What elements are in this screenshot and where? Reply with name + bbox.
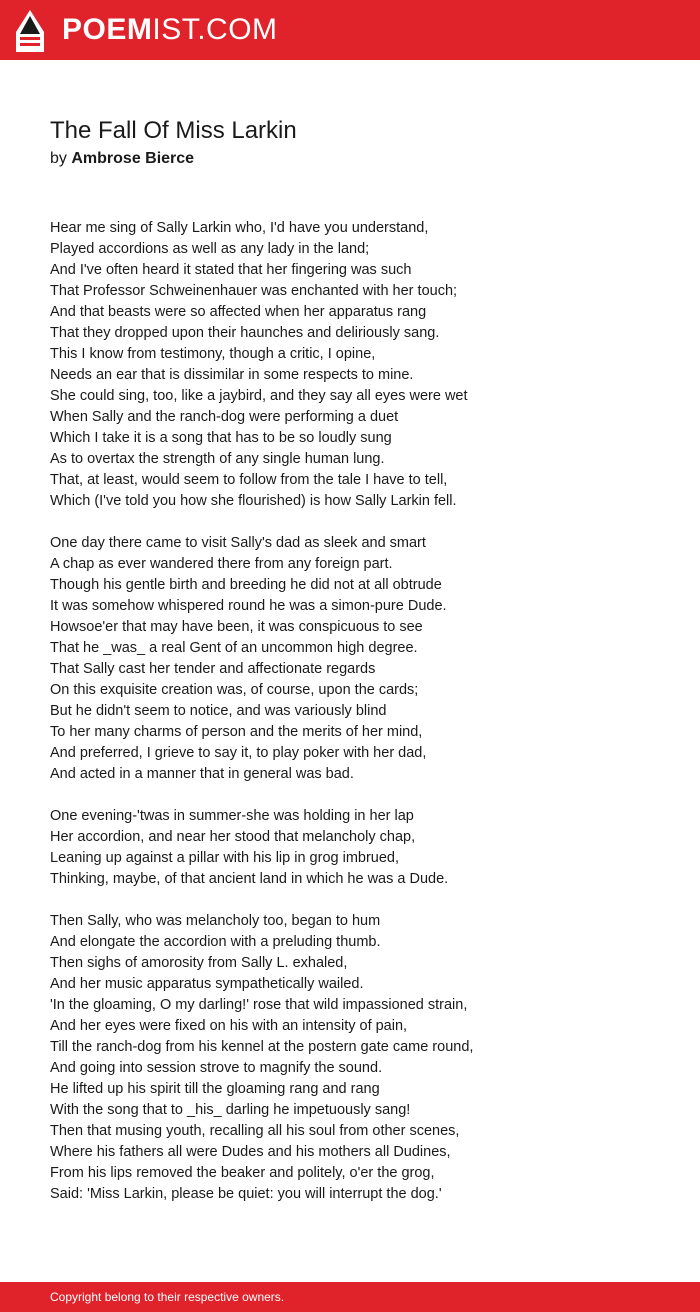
poem-line: Then that musing youth, recalling all his soul from other scenes, [50, 1123, 460, 1139]
poem-line: Till the ranch-dog from his kennel at the postern gate came round, [50, 1039, 474, 1055]
site-header [0, 0, 700, 60]
poem-line: Where his fathers all were Dudes and his mothers all Dudines, [50, 1144, 451, 1160]
by-label: by [50, 150, 67, 167]
poem-line: Played accordions as well as any lady in the land; [50, 241, 370, 257]
poem-line: With the song that to _his_ darling he impetuously sang! [50, 1102, 411, 1118]
brand-name-bold: POEM [62, 13, 153, 46]
poem-line: That they dropped upon their haunches and deliriously sang. [50, 325, 440, 341]
poem-line: Needs an ear that is dissimilar in some respects to mine. [50, 367, 414, 383]
copyright-notice: Copyright belong to their respective owners. [50, 1290, 285, 1304]
poem-line: And acted in a manner that in general was bad. [50, 766, 354, 782]
poem-line: Howsoe'er that may have been, it was conspicuous to see [50, 619, 423, 635]
poem-stanza [50, 911, 670, 1205]
poem-line: But he didn't seem to notice, and was variously blind [50, 703, 387, 719]
poem-line: He lifted up his spirit till the gloaming rang and rang [50, 1081, 380, 1097]
poem-line: Thinking, maybe, of that ancient land in which he was a Dude. [50, 871, 449, 887]
poem-title: The Fall Of Miss Larkin [50, 117, 297, 144]
poem-line: That Sally cast her tender and affectionate regards [50, 661, 376, 677]
poem-line: She could sing, too, like a jaybird, and they say all eyes were wet [50, 388, 468, 404]
poem-stanza [50, 533, 670, 785]
poem-line: From his lips removed the beaker and politely, o'er the grog, [50, 1165, 435, 1181]
poem-line: On this exquisite creation was, of course, upon the cards; [50, 682, 419, 698]
poem-line: Leaning up against a pillar with his lip in grog imbrued, [50, 850, 400, 866]
poem-line: That Professor Schweinenhauer was enchanted with her touch; [50, 283, 458, 299]
poem-line: Then Sally, who was melancholy too, began to hum [50, 913, 381, 929]
poem-line: Said: 'Miss Larkin, please be quiet: you will interrupt the dog.' [50, 1186, 442, 1202]
poem-line: And elongate the accordion with a preluding thumb. [50, 934, 381, 950]
author-name[interactable]: Ambrose Bierce [71, 150, 195, 167]
brand-name-light: IST.COM [152, 13, 278, 46]
poem-line: One evening-'twas in summer-she was holding in her lap [50, 808, 414, 824]
poem-line: As to overtax the strength of any single human lung. [50, 451, 385, 467]
site-footer [0, 1282, 700, 1312]
poem-line: And going into session strove to magnify the sound. [50, 1060, 383, 1076]
poem-line: It was somehow whispered round he was a simon-pure Dude. [50, 598, 447, 614]
poem-line: Which (I've told you how she flourished) is how Sally Larkin fell. [50, 493, 457, 509]
poem-line: This I know from testimony, though a critic, I opine, [50, 346, 376, 362]
poem-body [50, 218, 670, 1226]
poem-line: A chap as ever wandered there from any foreign part. [50, 556, 393, 572]
poem-line: Her accordion, and near her stood that melancholy chap, [50, 829, 416, 845]
poem-line: And her music apparatus sympathetically wailed. [50, 976, 364, 992]
poem-line: And preferred, I grieve to say it, to play poker with her dad, [50, 745, 427, 761]
poem-line: Though his gentle birth and breeding he did not at all obtrude [50, 577, 442, 593]
poem-stanza [50, 806, 670, 890]
poem-line: And I've often heard it stated that her fingering was such [50, 262, 412, 278]
poem-line: That he _was_ a real Gent of an uncommon high degree. [50, 640, 418, 656]
poem-line: Then sighs of amorosity from Sally L. exhaled, [50, 955, 348, 971]
poem-line: When Sally and the ranch-dog were performing a duet [50, 409, 399, 425]
pencil-icon[interactable] [16, 10, 44, 52]
poem-line: 'In the gloaming, O my darling!' rose that wild impassioned strain, [50, 997, 468, 1013]
poem-byline [50, 149, 194, 169]
poem-line: One day there came to visit Sally's dad as sleek and smart [50, 535, 426, 551]
poem-line: Which I take it is a song that has to be so loudly sung [50, 430, 392, 446]
poem-stanza [50, 218, 670, 512]
poem-line: That, at least, would seem to follow from the tale I have to tell, [50, 472, 448, 488]
site-logo[interactable] [62, 12, 278, 48]
poem-line: And that beasts were so affected when her apparatus rang [50, 304, 427, 320]
poem-line: And her eyes were fixed on his with an intensity of pain, [50, 1018, 408, 1034]
poem-line: Hear me sing of Sally Larkin who, I'd have you understand, [50, 220, 429, 236]
poem-line: To her many charms of person and the merits of her mind, [50, 724, 423, 740]
